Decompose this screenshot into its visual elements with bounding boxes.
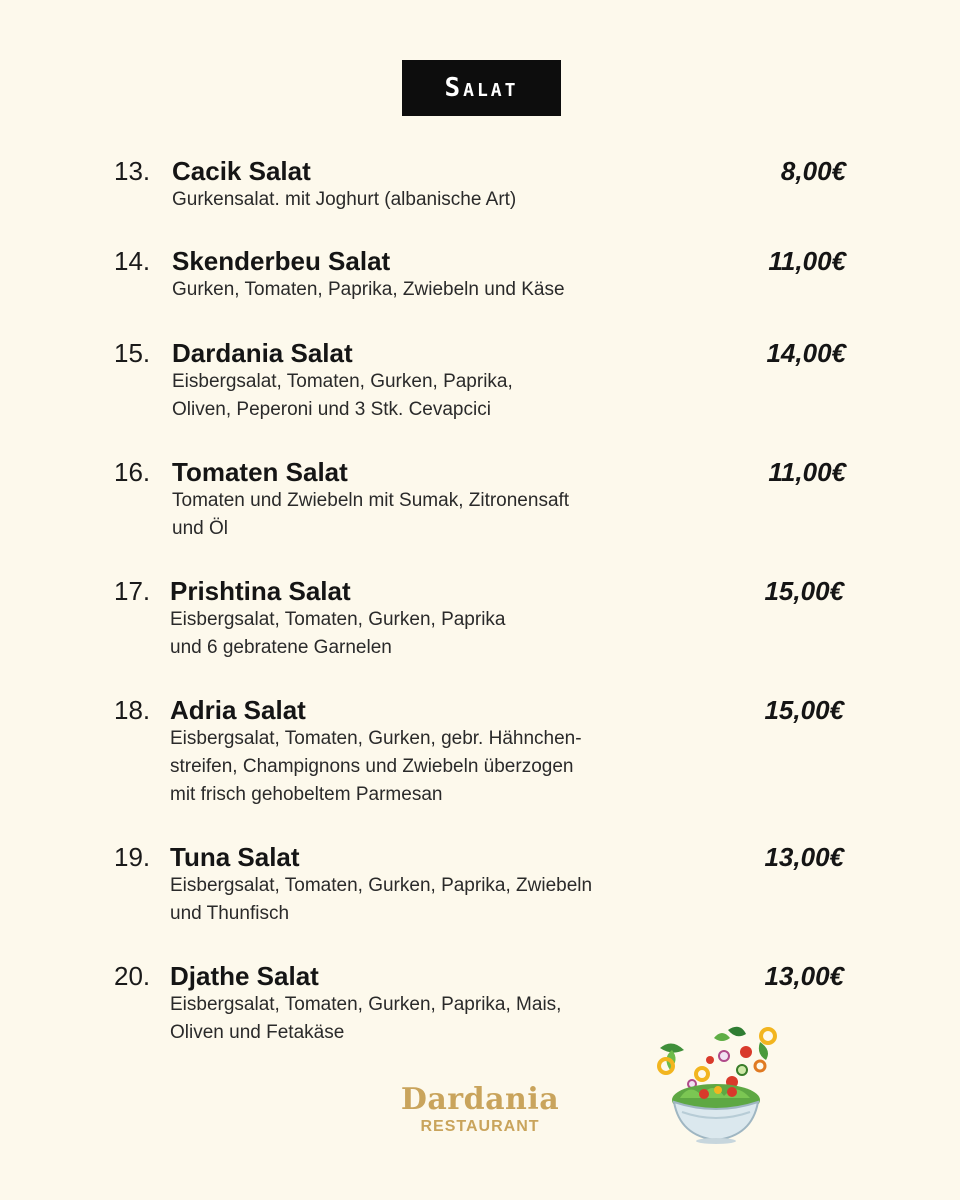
item-description-line: Eisbergsalat, Tomaten, Gurken, Paprika, Mais, <box>170 994 562 1015</box>
item-number: 20. <box>114 961 151 991</box>
item-price: 14,00€ <box>766 338 846 368</box>
item-price: 13,00€ <box>764 961 844 991</box>
item-price: 13,00€ <box>764 842 844 872</box>
section-title: Salat <box>444 73 519 103</box>
item-description-line: Eisbergsalat, Tomaten, Gurken, gebr. Hähnchen- <box>170 728 582 749</box>
item-description-line: Tomaten und Zwiebeln mit Sumak, Zitronensaft <box>172 490 570 511</box>
restaurant-logo <box>380 1082 580 1136</box>
item-description-line: Eisbergsalat, Tomaten, Gurken, Paprika, Zwiebeln <box>170 875 593 896</box>
item-description <box>170 991 561 1047</box>
item-name: Adria Salat <box>170 695 306 725</box>
item-description-line: Eisbergsalat, Tomaten, Gurken, Paprika, <box>172 371 513 392</box>
item-name: Djathe Salat <box>170 961 319 991</box>
item-description <box>170 606 506 662</box>
item-description <box>172 186 516 214</box>
item-description-line: und Öl <box>172 518 228 539</box>
item-number: 19. <box>114 842 151 872</box>
item-description-line: Oliven, Peperoni und 3 Stk. Cevapcici <box>172 399 491 420</box>
item-price: 8,00€ <box>780 156 846 186</box>
item-name: Tuna Salat <box>170 842 300 872</box>
item-description-line: mit frisch gehobeltem Parmesan <box>170 784 443 805</box>
item-number: 15. <box>114 338 151 368</box>
item-description-line: Oliven und Fetakäse <box>170 1022 345 1043</box>
item-name: Prishtina Salat <box>170 576 351 606</box>
item-price: 15,00€ <box>764 576 844 606</box>
item-number: 13. <box>114 156 151 186</box>
item-description <box>170 872 592 928</box>
item-number: 16. <box>114 457 151 487</box>
item-description-line: Eisbergsalat, Tomaten, Gurken, Paprika <box>170 609 506 630</box>
item-number: 18. <box>114 695 151 725</box>
logo-subtitle: RESTAURANT <box>420 1118 540 1135</box>
item-price: 11,00€ <box>768 457 846 487</box>
item-description <box>172 276 565 304</box>
item-description-line: und 6 gebratene Garnelen <box>170 637 392 658</box>
item-description-line: Gurken, Tomaten, Paprika, Zwiebeln und Käse <box>172 279 565 300</box>
section-title-box <box>402 60 561 116</box>
item-description <box>172 487 569 543</box>
item-name: Cacik Salat <box>172 156 311 186</box>
logo-name: Dardania <box>400 1082 560 1117</box>
item-description <box>172 368 513 424</box>
item-price: 11,00€ <box>768 246 846 276</box>
item-name: Skenderbeu Salat <box>172 246 391 276</box>
item-name: Dardania Salat <box>172 338 353 368</box>
salad-bowl-icon <box>640 1020 790 1145</box>
item-number: 14. <box>114 246 151 276</box>
item-name: Tomaten Salat <box>172 457 348 487</box>
item-description-line: streifen, Champignons und Zwiebeln überzogen <box>170 756 574 777</box>
item-description-line: Gurkensalat. mit Joghurt (albanische Art) <box>172 189 517 210</box>
item-description-line: und Thunfisch <box>170 903 290 924</box>
item-description <box>170 725 582 809</box>
item-number: 17. <box>114 576 151 606</box>
item-price: 15,00€ <box>764 695 844 725</box>
